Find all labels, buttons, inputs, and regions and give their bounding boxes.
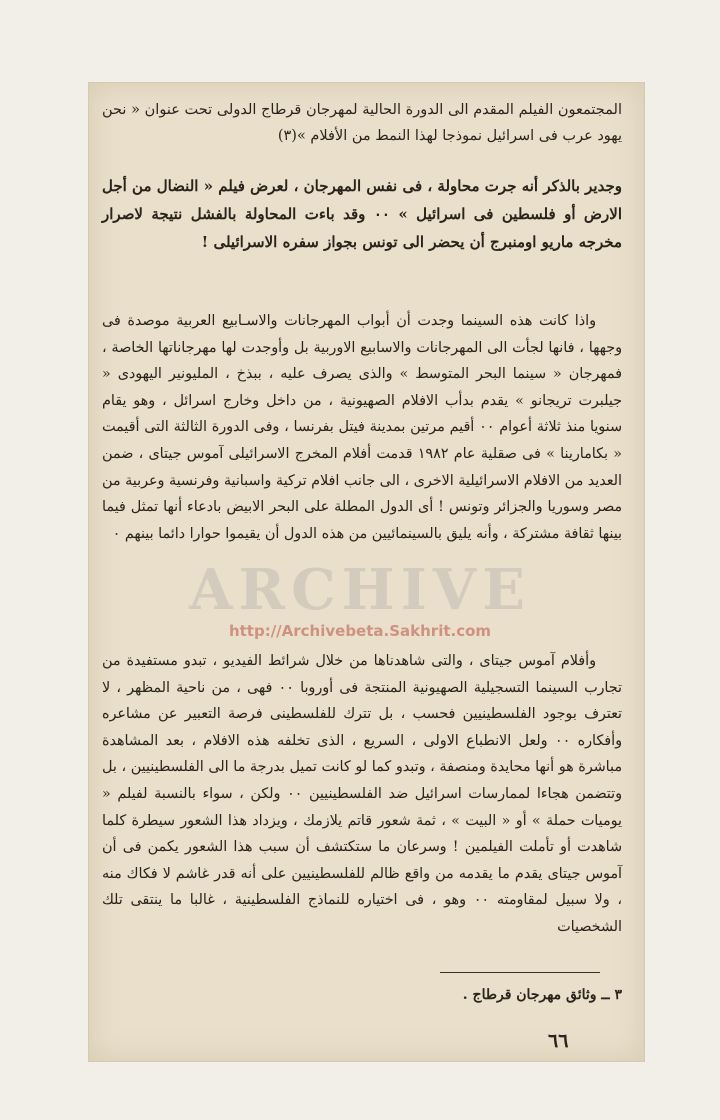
amos-gitai-text: وأفلام آموس جيتاى ، والتى شاهدناها من خلال شرائط الفيديو ، تبدو مستفيدة من تجارب السينما التسجيلية الصهيونية المنتجة فى أوروبا ٠٠ فهى ، من ناحية المظهر ، لا تعترف بوجود الفلسطينيين فحسب ، بل تترك للفلسطينى فرصة التعبير عن مشاعره وأفكاره ٠٠ ولعل الانطباع الاولى ، السريع ، الذى تخلفه هذه الافلام ، بعد المشاهدة مباشرة هو أنها محايدة ومنصفة ، وتبدو كما لو كانت تميل بدرجة ما الى الفلسطينيين ، بل وتتضمن هجاءا لممارسات اسرائيل ضد الفلسطينيين ٠٠ ولكن ، سواء بالنسبة لفيلم « يوميات حملة » أو « البيت » ، ثمة شعور قاتم يلازمك ، ويزداد هذا الشعور سيطرة كلما شاهدت أو تأملت الفيلمين ! وسرعان ما ستكتشف أن سبب هذا الشعور يكمن فى أن آموس جيتاى يقدم ما يقدمه من واقع ظالم للفلسطينيين على أنه قدر غاشم لا فكاك منه ، ولا سبيل لمقاومته ٠٠ وهو ، فى اختياره للنماذج الفلسطينية ، غالبا ما ينتقى تلك الشخصيات xyxy=(102,653,622,935)
footnote: ٣ ــ وثائق مهرجان قرطاج . xyxy=(462,987,622,1003)
cinema-festivals-text: واذا كانت هذه السينما وجدت أن أبواب المهرجانات والاسـابيع العربية موصدة فى وجهها ، فانها لجأت الى المهرجانات والاسابيع الاوربية بل وأوجدت لها مهرجاناتها الخاصة ، فمهرجان « سينما البحر المتوسط » والذى يصرف عليه ، ببذخ ، المليونير اليهودى « جيلبرت تريجانو » يقدم بدأب الافلام الصهيونية ، من داخل وخارج اسرائل ، وهو يقام سنويا منذ ثلاثة أعوام ٠٠ أقيم مرتين بمدينة فيتل بفرنسا ، وفى الدورة الثالثة التى أقيمت « بكامارينا » فى صقلية عام ١٩٨٢ قدمت أفلام المخرج الاسرائيلى آموس جيتاى ، ضمن العديد من الافلام الاسرائيلية الاخرى ، الى جانب افلام تركية واسبانية وفرنسية وعربية من مصر وسوريا والجزائر وتونس ! أى الدول المطلة على البحر الابيض بادعاء أنها تمثل فيما بينها ثقافة مشتركة ، وأنه يليق بالسينمائيين من هذه الدول أن يقيموا حوارا دائما بينهم ٠ xyxy=(102,313,622,542)
cinema-festivals-paragraph xyxy=(102,308,622,547)
watermark-logo: ARCHIVE xyxy=(189,557,531,623)
watermark-url: http://Archivebeta.Sakhrit.com xyxy=(228,622,492,640)
amos-gitai-paragraph xyxy=(102,648,622,941)
page-number: ٦٦ xyxy=(548,1030,569,1052)
bold-note-paragraph: وجدير بالذكر أنه جرت محاولة ، فى نفس المهرجان ، لعرض فيلم « النضال من أجل الارض أو فلسطين فى اسرائيل » ٠٠ وقد باءت المحاولة بالفشل نتيجة لاصرار مخرجه ماريو اومنبرج أن يحضر الى تونس بجواز سفره الاسرائيلى ! xyxy=(102,177,623,251)
intro-paragraph: المجتمعون الفيلم المقدم الى الدورة الحالية لمهرجان قرطاج الدولى تحت عنوان « نحن يهود عرب فى اسرائيل نموذجا لهذا النمط من الأفلام »(٣) xyxy=(102,102,622,144)
footnote-divider xyxy=(440,972,600,973)
